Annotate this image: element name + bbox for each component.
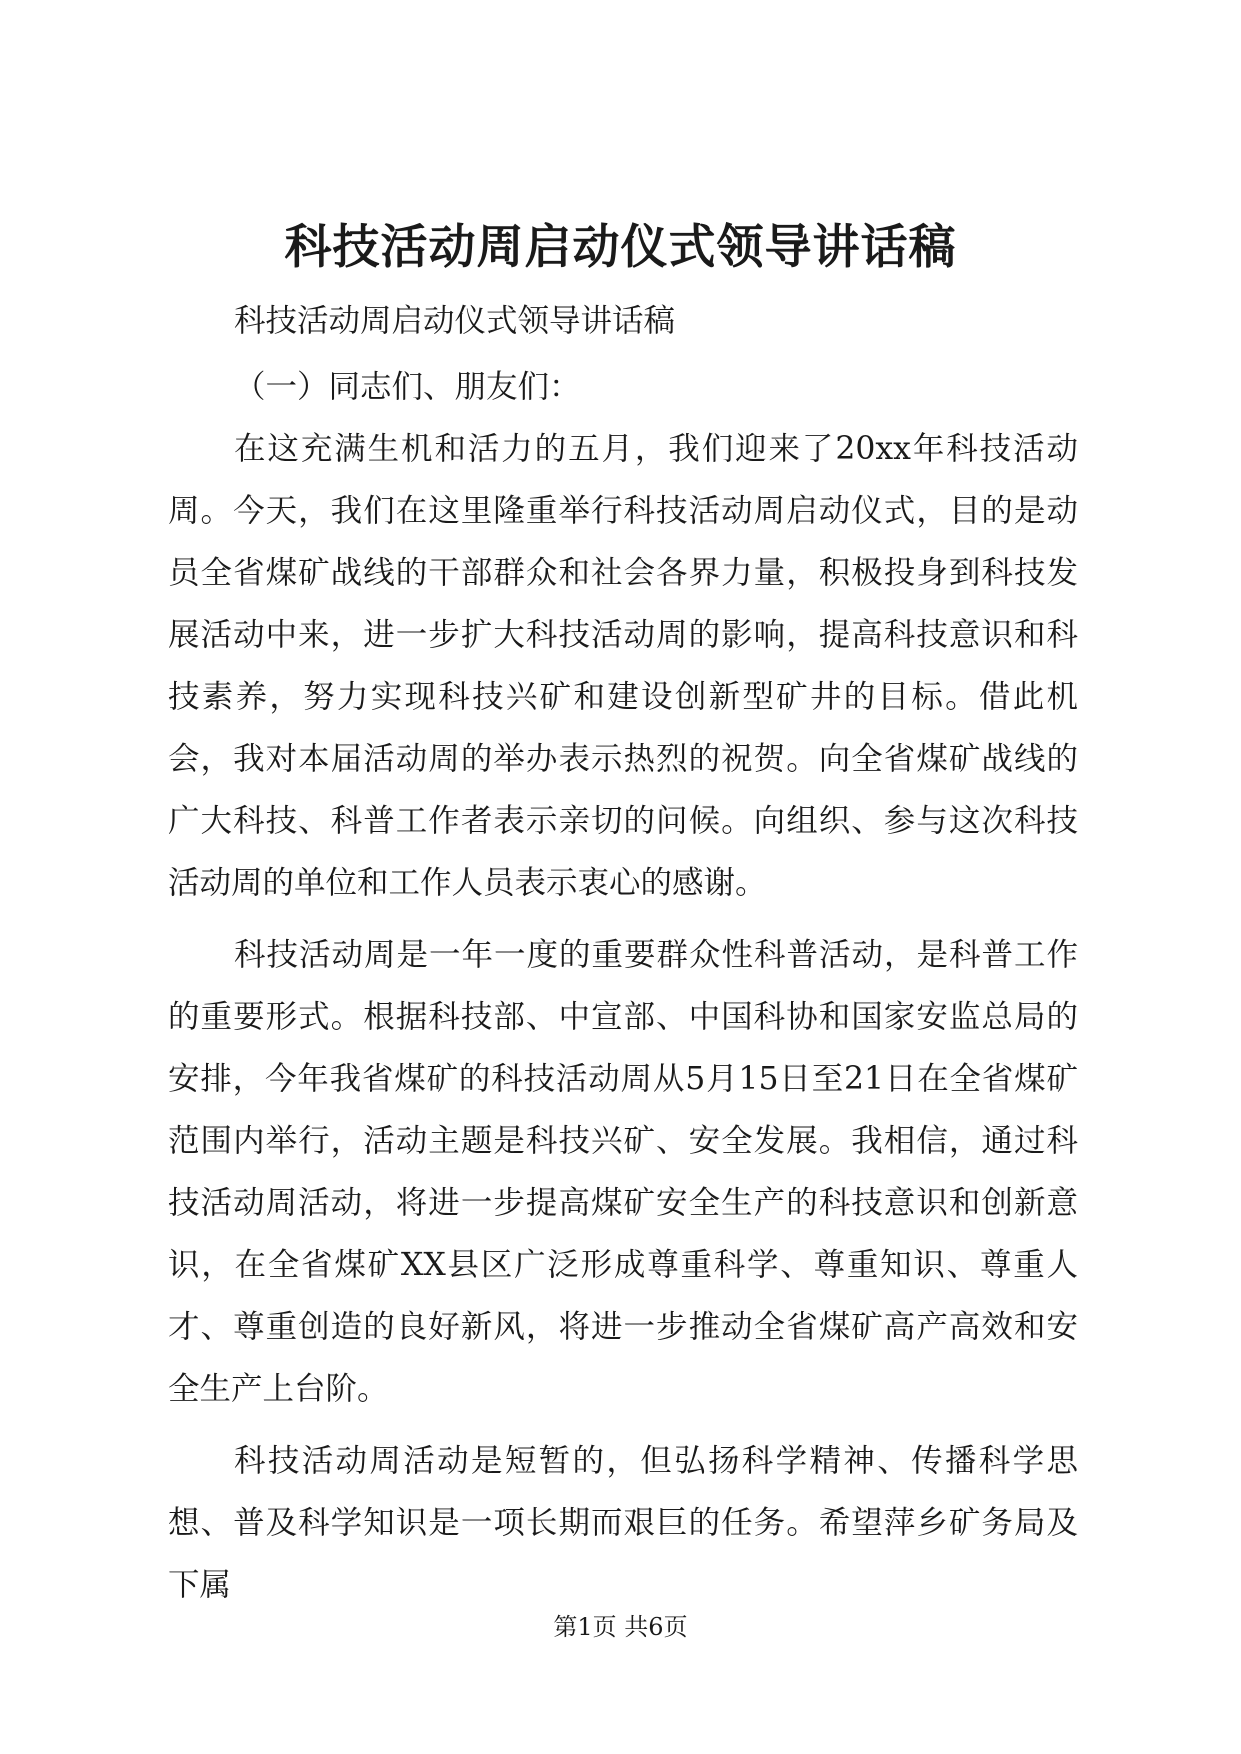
document-title: 科技活动周启动仪式领导讲话稿 <box>284 220 957 275</box>
page-footer: 第1页 共6页 <box>553 1613 688 1641</box>
paragraph-1: 在这充满生机和活力的五月，我们迎来了20xx年科技活动周。今天，我们在这里隆重举行科技活动周启动仪式，目的是动员全省煤矿战线的干部群众和社会各界力量，积极投身到科技发展活动中来，进一步扩大科技活动周的影响，提高科技意识和科技素养，努力实现科技兴矿和建设创新型矿井的目标。借此机会，我对本届活动周的举办表示热烈的祝贺。向全省煤矿战线的广大科技、科普工作者表示亲切的问候。向组织、参与这次科技活动周的单位和工作人员表示衷心的感谢。 <box>168 431 1078 901</box>
document-body <box>168 290 1078 1616</box>
paragraph-2: 科技活动周是一年一度的重要群众性科普活动，是科普工作的重要形式。根据科技部、中宣部、中国科协和国家安监总局的安排，今年我省煤矿的科技活动周从5月15日至21日在全省煤矿范围内举行，活动主题是科技兴矿、安全发展。我相信，通过科技活动周活动，将进一步提高煤矿安全生产的科技意识和创新意识，在全省煤矿XX县区广泛形成尊重科学、尊重知识、尊重人才、尊重创造的良好新风，将进一步推动全省煤矿高产高效和安全生产上台阶。 <box>168 937 1078 1407</box>
heading-line: 科技活动周启动仪式领导讲话稿 <box>234 303 676 339</box>
salutation: （一）同志们、朋友们： <box>234 369 581 405</box>
paragraph-3: 科技活动周活动是短暂的，但弘扬科学精神、传播科学思想、普及科学知识是一项长期而艰巨的任务。希望萍乡矿务局及下属 <box>168 1443 1078 1603</box>
